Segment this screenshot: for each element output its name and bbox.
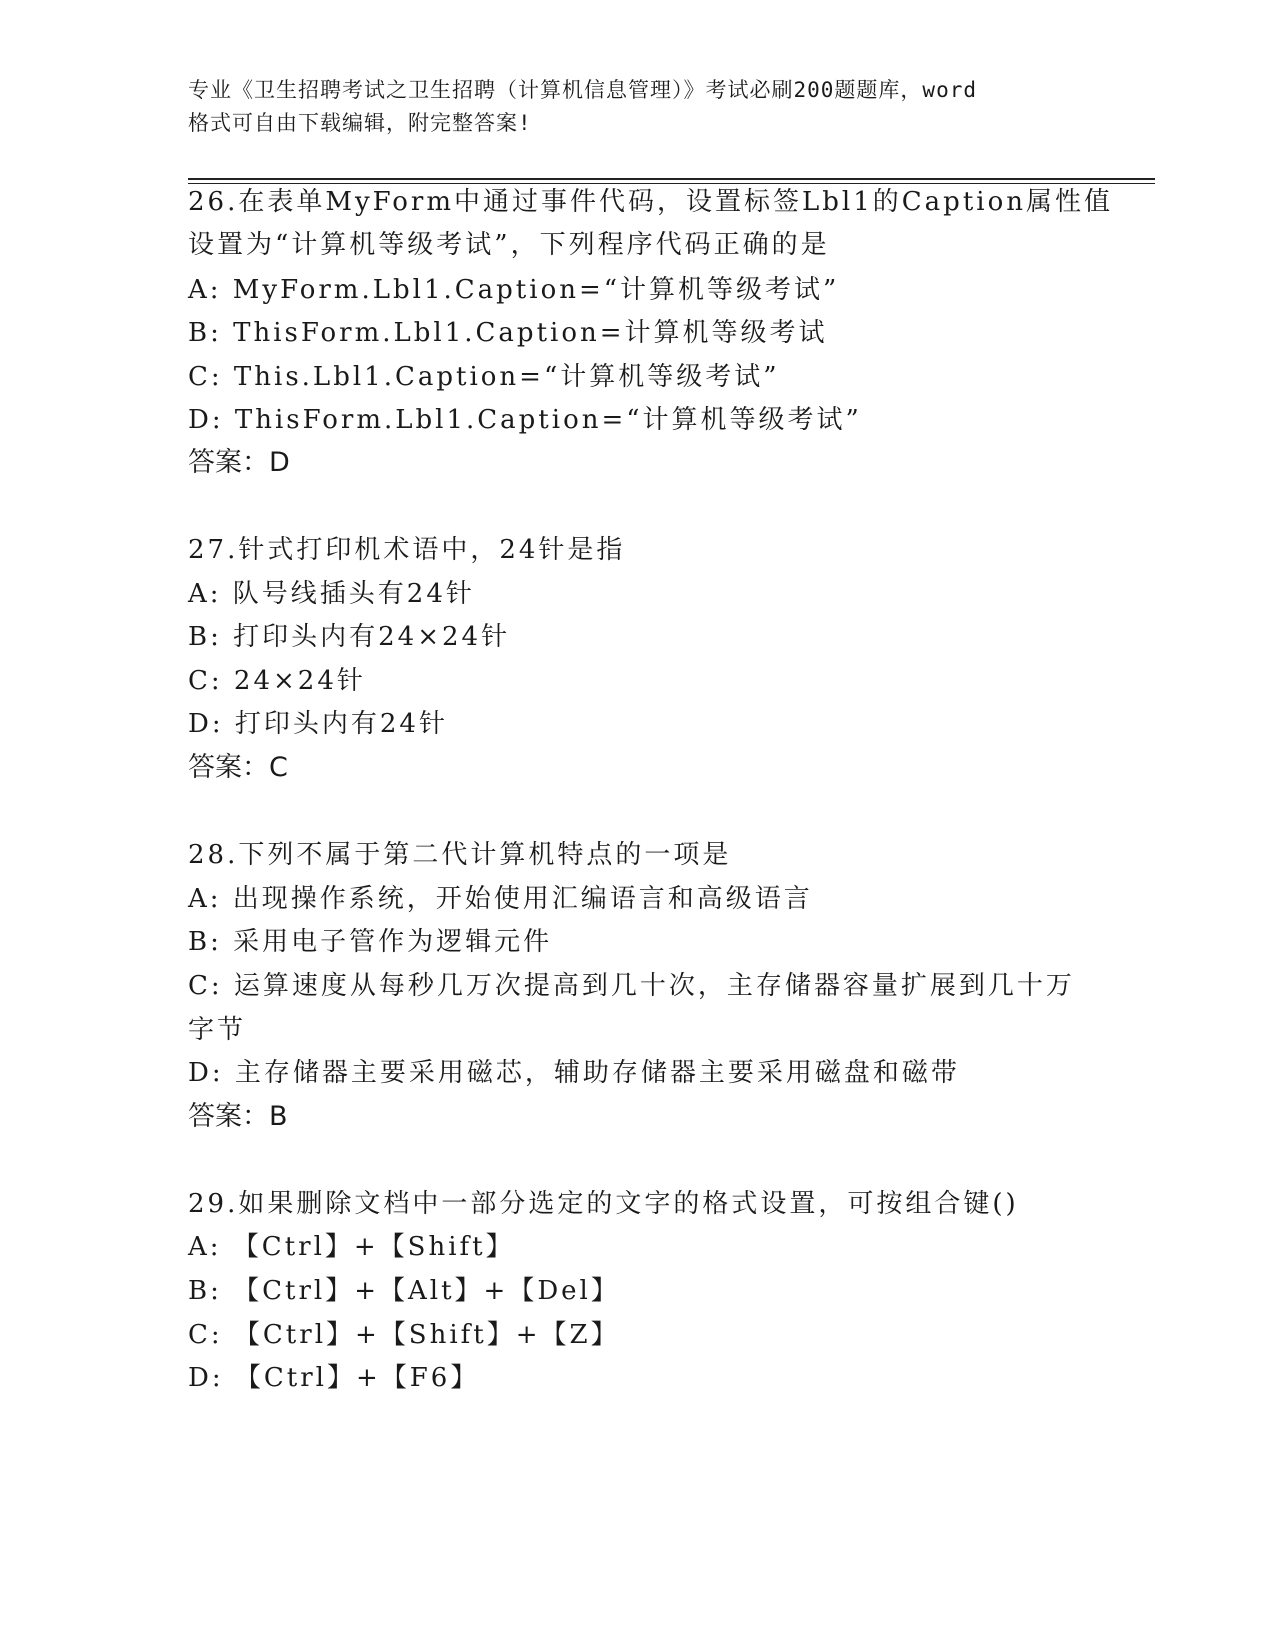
header-divider-thick	[188, 178, 1155, 180]
question-29-option-a: A: 【Ctrl】+【Shift】	[188, 1232, 515, 1262]
header-divider-thin	[188, 183, 1155, 184]
question-26-stem-line-1: 26.在表单MyForm中通过事件代码，设置标签Lbl1的Caption属性值	[188, 187, 1113, 217]
question-28-option-b: B: 采用电子管作为逻辑元件	[188, 927, 553, 957]
question-28-option-a: A: 出现操作系统，开始使用汇编语言和高级语言	[188, 884, 813, 914]
question-26-option-c: C: This.Lbl1.Caption=“计算机等级考试”	[188, 362, 780, 392]
question-28-option-c: C: 运算速度从每秒几万次提高到几十次，主存储器容量扩展到几十万	[188, 971, 1075, 1001]
question-27-option-b: B: 打印头内有24×24针	[188, 622, 511, 652]
question-29-option-b: B: 【Ctrl】+【Alt】+【Del】	[188, 1276, 620, 1306]
question-27-stem: 27.针式打印机术语中，24针是指	[188, 535, 626, 565]
header-line-1: 专业《卫生招聘考试之卫生招聘（计算机信息管理）》考试必刷200题题库，word	[188, 78, 977, 102]
question-27-option-d: D: 打印头内有24针	[188, 709, 448, 739]
document-header	[188, 74, 1088, 140]
question-27-option-a: A: 队号线插头有24针	[188, 579, 475, 609]
question-26-option-d: D: ThisForm.Lbl1.Caption=“计算机等级考试”	[188, 405, 862, 435]
question-29-option-c: C: 【Ctrl】+【Shift】+【Z】	[188, 1320, 620, 1350]
question-27-answer: 答案：C	[188, 752, 288, 783]
question-26-option-b: B: ThisForm.Lbl1.Caption=计算机等级考试	[188, 318, 828, 348]
question-26-stem-line-2: 设置为“计算机等级考试”，下列程序代码正确的是	[188, 230, 830, 260]
header-line-2: 格式可自由下载编辑，附完整答案!	[188, 111, 532, 135]
question-26-option-a: A: MyForm.Lbl1.Caption=“计算机等级考试”	[188, 275, 840, 305]
question-26-answer: 答案：D	[188, 447, 290, 478]
question-28-option-c-continued: 字节	[188, 1015, 247, 1045]
question-28-answer: 答案：B	[188, 1101, 288, 1132]
question-29-stem: 29.如果删除文档中一部分选定的文字的格式设置，可按组合键()	[188, 1189, 1019, 1219]
question-28-stem: 28.下列不属于第二代计算机特点的一项是	[188, 840, 732, 870]
question-28-option-d: D: 主存储器主要采用磁芯，辅助存储器主要采用磁盘和磁带	[188, 1058, 960, 1088]
question-27-option-c: C: 24×24针	[188, 666, 366, 696]
question-29-option-d: D: 【Ctrl】+【F6】	[188, 1363, 480, 1393]
